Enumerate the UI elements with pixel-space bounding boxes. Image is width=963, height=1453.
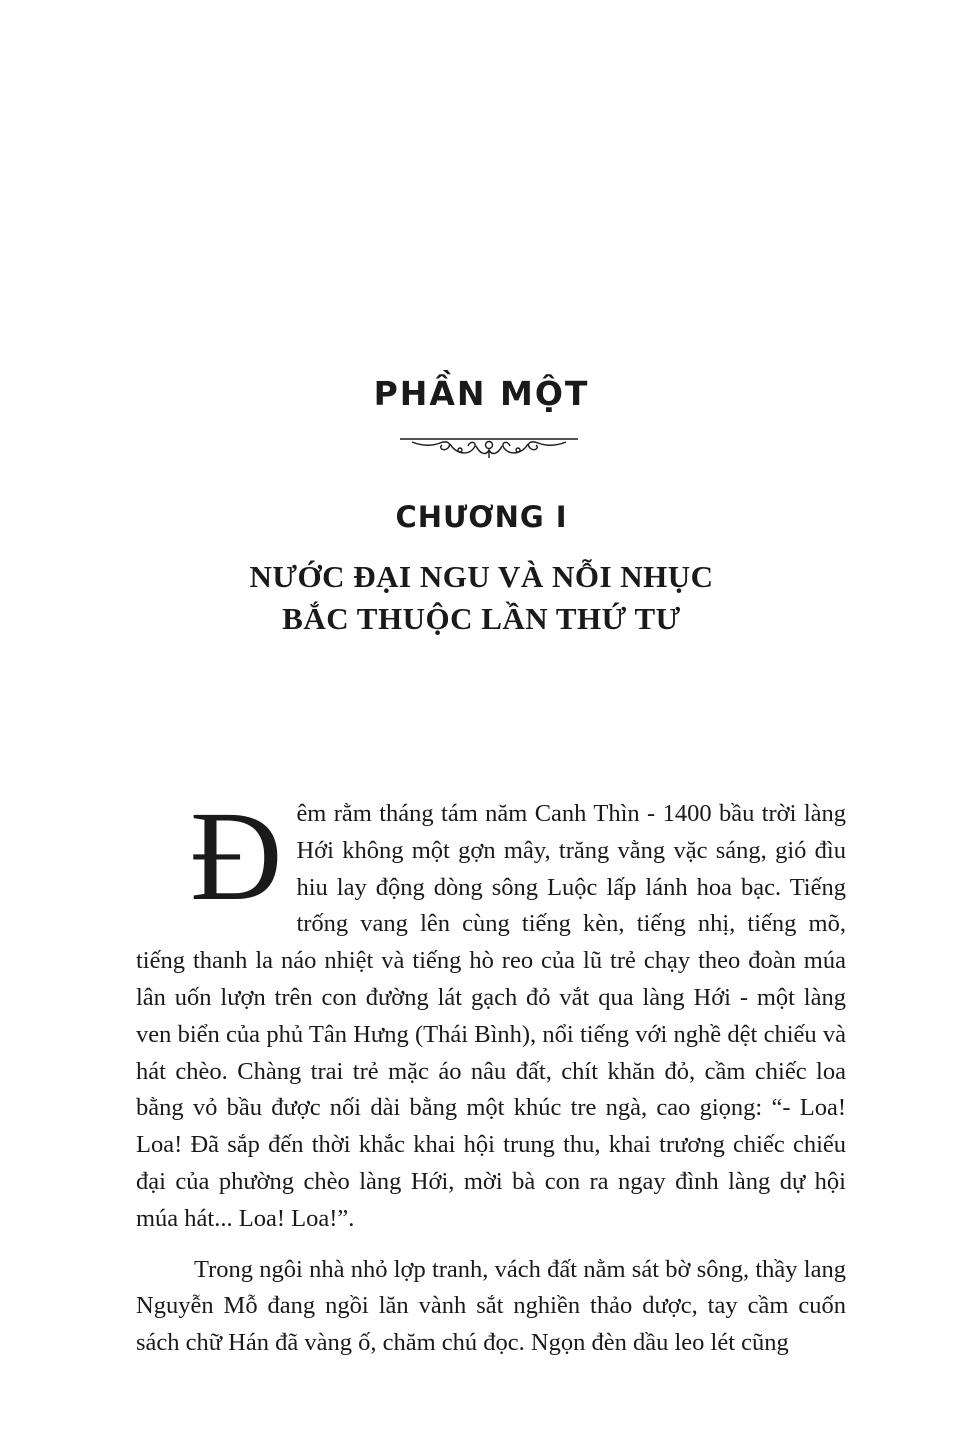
chapter-subtitle: [0, 556, 963, 640]
paragraph-1-text: êm rằm tháng tám năm Canh Thìn - 1400 bầu trời làng Hới không một gợn mây, trăng vằng vặc sáng, gió đìu hiu lay động dòng sông Luộc lấp lánh hoa bạc. Tiếng trống vang lên cùng tiếng kèn, tiếng nhị, tiếng mõ, tiếng thanh la náo nhiệt và tiếng hò reo của lũ trẻ chạy theo đoàn múa lân uốn lượn trên con đường lát gạch đỏ vắt qua làng Hới - một làng ven biển của phủ Tân Hưng (Thái Bình), nổi tiếng với nghề dệt chiếu và hát chèo. Chàng trai trẻ mặc áo nâu đất, chít khăn đỏ, cầm chiếc loa bằng vỏ bầu được nối dài bằng một khúc tre ngà, cao giọng: “- Loa! Loa! Đã sắp đến thời khắc khai hội trung thu, khai trương chiếc chiếu đại của phường chèo làng Hới, mời bà con ra ngay đình làng dự hội múa hát... Loa! Loa!”.: [136, 800, 846, 1232]
chapter-body: [136, 785, 846, 1362]
paragraph-1: [136, 785, 846, 1238]
drop-cap: Đ: [190, 785, 283, 927]
ornament-divider-icon: [398, 430, 580, 462]
chapter-title: CHƯƠNG I: [395, 500, 568, 534]
chapter-subtitle-line-1: NƯỚC ĐẠI NGU VÀ NỖI NHỤC: [249, 559, 714, 594]
paragraph-2: Trong ngôi nhà nhỏ lợp tranh, vách đất nằm sát bờ sông, thầy lang Nguyễn Mỗ đang ngồi lăn vành sắt nghiền thảo dược, tay cầm cuốn sách chữ Hán đã vàng ố, chăm chú đọc. Ngọn đèn dầu leo lét cũng: [136, 1255, 846, 1357]
part-title: PHẦN MỘT: [373, 374, 590, 413]
chapter-subtitle-line-2: BẮC THUỘC LẦN THỨ TƯ: [282, 601, 681, 636]
